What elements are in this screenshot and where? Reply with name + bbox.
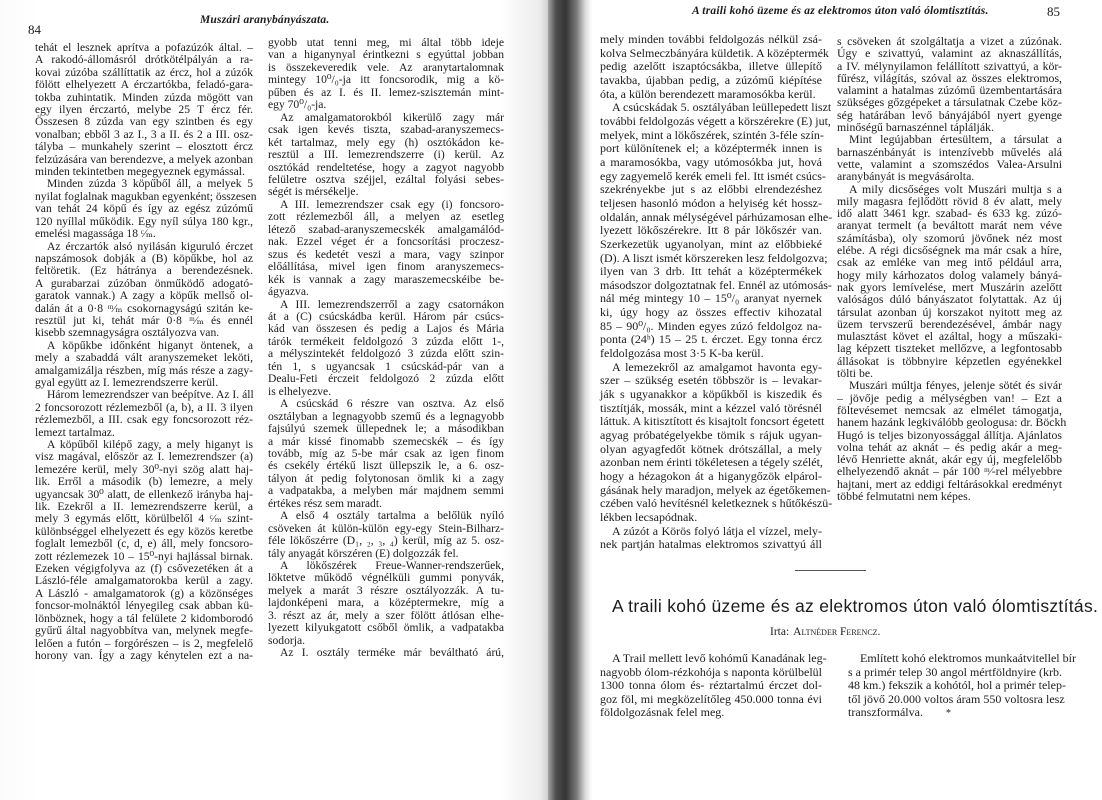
text-line: László-féle amalgamatorokba kerül a zagy. xyxy=(35,574,253,588)
text-line: transzformálva. xyxy=(848,705,923,720)
text-line: féle lökőszérre (D₁, ₂, ₃, ₄) kerül, míg az 5. osz- xyxy=(268,534,504,548)
text-line: a IV. mélynyilamon felállított szivattyú, a kör- xyxy=(837,58,1062,73)
paragraph xyxy=(35,439,253,662)
text-line: A köpűkbe időnként higanyt öntenek, a xyxy=(47,338,253,352)
text-line: is összekeveredik vele. Az aranytartalomnak xyxy=(268,60,504,74)
text-line: A mily dicsőséges volt Muszári multja s a xyxy=(849,181,1062,196)
text-line: a már kissé finomabb szemecskék – és így xyxy=(268,434,504,448)
text-line: löktetve működő végnélküli gummi ponyvák, xyxy=(268,571,504,585)
text-line: csak igen kevés tiszta, szabad-aranyszemecs- xyxy=(268,123,504,137)
text-line: különbséggel elhelyezett és egy közös keretbe xyxy=(35,524,253,538)
text-line: A III. lemezrendszer csak egy (i) foncsoro- xyxy=(280,197,504,211)
book-gutter-shadow xyxy=(548,0,592,800)
text-line: 48 km.) fekszik a kohótól, hol a primér telep- xyxy=(848,678,1066,693)
text-line: gásának hely maradjon, melyek az égetőkemen- xyxy=(600,482,831,497)
text-line: kolva Selmeczbányára küldetik. A középtermék xyxy=(600,45,829,60)
text-line: idő alatt 3461 kgr. szabad- és 633 kg. zúzó- xyxy=(837,206,1062,221)
text-line: goz föl, mi megközelítőleg 450.000 tonna évi xyxy=(600,691,822,706)
text-line: tisztítják, mossák, mint a kézzel való törésnél xyxy=(600,400,822,415)
text-line: A rakodó-állomásról drótkötélpályán a ra- xyxy=(35,53,253,67)
text-line: tölti be. xyxy=(837,366,874,381)
text-line: és csekély értékű liszt üllepszik le, a 6. osz- xyxy=(268,459,504,473)
text-line: van tehát 24 köpű és így az egész zúzómű xyxy=(35,202,253,216)
article-byline xyxy=(770,626,880,638)
text-line: lemezt tartalmaz. xyxy=(35,425,115,439)
text-line: 85 – 90⁰/₀. Minden egyes zúzó feldolgoz na- xyxy=(600,318,822,333)
text-line: melyek a marát 3 részre osztályozzák. A tu- xyxy=(268,583,504,597)
text-line: visz magával, először az I. lemezrendszer (a) xyxy=(35,450,253,464)
text-line: rézlemezből, a III. csak egy foncsorozott réz- xyxy=(35,413,253,427)
text-line: A László - amalgamatorok (g) a közönséges xyxy=(35,586,253,600)
text-line: szer – szükség esetén többször is – levakar- xyxy=(600,373,822,388)
text-line: gyobb utat tenni meg, mi által több ideje xyxy=(268,36,504,49)
text-line: Mint legújabban értesültem, a társulat a xyxy=(849,132,1062,147)
text-line: lékben lecsapódnak. xyxy=(600,509,698,524)
text-line: nak. Ezzel véget ér a foncsorítási proczesz- xyxy=(268,235,504,249)
text-line: kék is vannak a zagy maraszemecskéibe be- xyxy=(268,272,504,286)
text-line: A csúcskádak 5. osztályában leüllepedett liszt xyxy=(612,100,832,115)
text-line: mintegy 10⁰/₀-ja itt foncsorodik, mig a kö- xyxy=(268,73,504,87)
text-line: fölött elhelyezett A érczartókba, feladó-gara- xyxy=(35,78,253,92)
text-line: szus és kedetét veszi a mara, vagy szinpor xyxy=(268,247,504,261)
text-line: mely 3 egymás előtt, körülbelől 4 ᶜ⁄ₘ szint- xyxy=(35,512,253,526)
text-line: felzúzására van berendezve, a melyek azonban xyxy=(35,152,253,166)
text-line: kovai zúzóba szállíttatik az ércz, hol a zúzók xyxy=(35,65,253,79)
paragraph xyxy=(268,37,504,112)
author-name: Altnéder Ferencz. xyxy=(793,626,881,638)
section-divider xyxy=(795,570,866,571)
text-line: nagyobb ólom-rézkohója s naponta körülbelül xyxy=(600,664,822,679)
text-line: hanem hazánk legkiválóbb geologusa: dr. Böckh xyxy=(837,415,1067,430)
text-line: lönböznek, hogy a tál felülete 2 kidomborodó xyxy=(35,611,253,625)
paragraph xyxy=(35,177,257,241)
text-line: lemezére kerül, mely 30⁰-nyi szög alatt haj- xyxy=(35,462,253,476)
text-line: is elhelyezve. xyxy=(268,384,332,398)
text-line: port különítenek el; a középtermék innen is xyxy=(600,141,822,156)
text-line: sodorja. xyxy=(268,633,306,647)
text-line: egy zagyemelő kerék emeli fel. Itt ismét csúcs- xyxy=(600,168,826,183)
text-line: Az amalgamatorokból kikerülő zagy már xyxy=(280,110,504,124)
text-line: tály anyagát körszéren (E) dolgozzák fel. xyxy=(268,546,459,560)
text-line: lik. Ezekről a II. lemezrendszerre kerül, a xyxy=(35,500,253,514)
text-line: olyan agyagfedőt kötnek drótszállal, a mely xyxy=(600,441,822,456)
text-line: napszámosok dobják a (B) köpűkbe, hol az xyxy=(35,251,253,265)
text-line: 2 foncsorozott rézlemezből (a, b), a II. 3 ilyen xyxy=(35,400,253,414)
text-line: ilyen van 3 drb. Itt tehát a középtermékek xyxy=(600,264,822,279)
text-line: resztül a III. lemezrendszerre (i) kerül. Az xyxy=(268,148,504,162)
text-line: lévő Henriette aknát, akár egy új, megfelelőbb xyxy=(837,452,1062,467)
text-line: A III. lemezrendszerről a zagy csatornákon xyxy=(280,297,504,311)
text-line: foglalt lemezből (c, d, e) áll, mely foncsoro- xyxy=(35,537,253,551)
text-line: s csöveken át szolgáltatja a vizet a zúzónak. xyxy=(837,34,1062,48)
text-line: nál még mintegy 10 – 15⁰/₀ aranyat nyernek xyxy=(600,291,822,306)
text-line: láttuk. A kitisztított és kisajtolt foncsort égetett xyxy=(600,414,825,429)
text-line: oldalán, annak mélységével párhúzamosan elhe- xyxy=(600,209,833,224)
text-line: A gurabarzai zúzóban önműködő adogató- xyxy=(35,276,253,290)
text-line: gyal együtt az I. lemezrendszerre kerül. xyxy=(35,375,219,389)
text-line: zott rézlemezből áll, a melyen az esetleg xyxy=(268,210,504,224)
text-line: agyag próbatégelyekbe tömik s rájuk ugyan- xyxy=(600,428,822,443)
text-line: Három lemezrendszer van beépítve. Az I. áll xyxy=(47,388,254,402)
text-line: resztül jut ki, tehát már 0·8 ᵐ⁄ₘ és ennél xyxy=(35,313,253,327)
text-line: osztókád rendeltetése, hogy a zagyot nagyobb xyxy=(268,160,504,174)
running-head-right: A traili kohó üzeme és az elektromos úton való ólomtisztítás. xyxy=(692,5,989,17)
paragraph xyxy=(837,133,1062,182)
text-line: hogy mily kárhozatos dolog valamely bányá- xyxy=(837,267,1062,282)
paragraph xyxy=(35,389,253,439)
text-line: Hugó is teljes bizonyossággal állítja. Ajánlatos xyxy=(837,427,1062,442)
text-line: óta, a külön berendezett maramosókba kerül. xyxy=(600,86,816,101)
paragraph xyxy=(600,651,827,720)
text-line: feltöretik. (Ez hátránya a berendezésnek. xyxy=(35,264,253,278)
text-line: másodszor dolgoztatnak fel. Ennél az utómosás- xyxy=(600,277,832,292)
text-line: ják s ugyanakkor a köpűkből is kiszedik és xyxy=(600,387,822,402)
text-line: a mélyszintekét feldolgozó 3 zúzda előtt szin- xyxy=(268,347,504,361)
text-line: lyezett lökőszérekre. Itt 8 pár lökőszér van. xyxy=(600,223,822,238)
text-line: föltevésemet nemcsak az elmélet támogatja, xyxy=(837,402,1062,417)
paragraph xyxy=(600,359,833,525)
text-column-left-2 xyxy=(268,37,504,660)
article-column-1 xyxy=(600,651,827,720)
text-line: teljesen hasonló módon a helyiség két hossz- xyxy=(600,195,822,210)
article-column-2 xyxy=(848,651,1076,720)
text-line: további feldolgozás végett a körszérekre (E) jut, xyxy=(600,113,831,128)
text-line: gyűrű által nagyobbítva van, melynek megfe- xyxy=(35,624,253,638)
text-line: lik. Erről a második (b) lemezre, a mely xyxy=(35,475,253,489)
paragraph xyxy=(600,525,822,552)
text-line: felületre osztva széjjel, ezáltal folyási sebes- xyxy=(268,172,504,186)
text-line: nyilat foglalnak magukban egyenként; összesen xyxy=(35,189,257,203)
text-line: kisebb szemnagyságra osztályozva van. xyxy=(35,326,220,340)
text-line: hogy a hézagokon át a higanygőzök elpárol- xyxy=(600,469,822,483)
text-line: értékes rész sem maradt. xyxy=(268,496,382,510)
text-line: pűben és az I. és II. lemez-szisztemán mint- xyxy=(268,85,504,99)
text-line: csöveken át külön-külön egy-egy Stein-Bilharz- xyxy=(268,521,504,535)
text-line: tokba zuhintatik. Minden zúzda mögött van xyxy=(35,90,253,104)
paragraph xyxy=(600,100,833,361)
text-line: szekrényekbe jut s az előbbi elrendezéshez xyxy=(600,182,822,197)
text-line: 3. részt az ár, mely a szer fölött átlósan elhe- xyxy=(268,608,504,622)
page-number-right: 85 xyxy=(1047,4,1060,19)
text-line: elhelyezendő aknát – pár 100 ᵐ⁄-rel mélyebbre xyxy=(837,464,1062,479)
text-line: ségét is mérsékelje. xyxy=(268,185,359,199)
text-line: s a primér telep 30 angol mértföldnyire (krb. xyxy=(848,664,1062,679)
text-line: czében való hevítésnél keletkeznek s hűtőkészü- xyxy=(600,496,833,511)
text-line: emelési magassága 18 ᶜ⁄ₘ. xyxy=(35,227,156,241)
text-line: Említett kohó elektromos munkaátvitellel bír xyxy=(860,651,1076,665)
text-line: ki, úgy hogy az összes effectiv kihozatal xyxy=(600,305,822,320)
paragraph xyxy=(268,299,504,399)
text-line: feldolgozása most 3·5 K-ba kerül. xyxy=(600,346,764,361)
text-line: fűrész, világítás, szóval az összes elektromos, xyxy=(837,70,1062,85)
text-line: van a higanynyal érintkezni s egyúttal jobban xyxy=(268,48,504,62)
text-line: Az érczartók alsó nyilásán kiguruló érczet xyxy=(47,239,253,253)
paragraph xyxy=(268,398,504,510)
text-line: ség határában levő bányájából nyert gyenge xyxy=(837,107,1062,122)
paragraph xyxy=(268,112,504,199)
paragraph xyxy=(848,651,1076,720)
text-line: elébe. A régi dicsőségnek ma már csak a híre, xyxy=(837,243,1062,258)
text-line: át a (C) csúcskádba kerül. Három pár csúcs- xyxy=(268,309,504,323)
text-line: lyezett kilyukgatott csőből ömlik, a vadpatakba xyxy=(268,621,504,635)
text-column-right-2 xyxy=(837,34,1067,503)
text-line: lag képzett tiszteket mellőzve, a legfontosabb xyxy=(837,341,1062,356)
text-line: A zúzót a Körös folyó látja el vízzel, mely- xyxy=(612,523,822,538)
text-line: előállítása, mivel igen finom aranyszemecs- xyxy=(268,260,504,274)
text-line: minőségű barnaszénnel táplálják. xyxy=(837,120,994,135)
text-line: dalán át a 0·8 ᵐ⁄ₘ csokornagyságú szitán ke- xyxy=(35,301,253,315)
text-line: Összesen 8 zúzda van egy szintben és egy xyxy=(35,115,253,129)
paragraph xyxy=(600,32,829,101)
text-line: nek partján hatalmas elektromos szivattyú áll xyxy=(600,537,822,552)
text-line: Úgy e szivattyú, valamint az aknaszállítás, xyxy=(837,46,1062,61)
text-line: melyek, mint a lökőszérek, szintén 3-féle szín- xyxy=(600,127,824,142)
text-line: Dealu-Feti érczeit feldolgozó 2 zúzda előtt xyxy=(268,372,504,386)
paragraph xyxy=(35,42,253,178)
text-line: tárók termékeit feldolgozó 3 zúzda előtt 1-, xyxy=(268,334,504,348)
text-line: tén 1, s ugyancsak 1 csúcskád-pár van a xyxy=(268,359,504,373)
paragraph xyxy=(268,560,504,647)
text-line: kád van összesen és pedig a Lajos és Mária xyxy=(268,322,504,336)
text-line: – jövője pedig a mélységben van! – Ezt a xyxy=(837,390,1062,405)
text-line: a vadpatakba, a melyben már majdnem semmi xyxy=(268,484,504,498)
paragraph xyxy=(268,199,504,299)
text-line: Ezeken végigfolyva az (f) csővezetéken át a xyxy=(35,562,253,576)
text-line: garatok vannak.) A zagy a köpűk mellső ol- xyxy=(35,289,253,303)
text-line: minden tekintetben megegyeznek egymással. xyxy=(35,165,245,179)
author-label: Irta: xyxy=(770,626,790,638)
text-line: ugyancsak 30⁰ alatt, de ellenkező irányba haj- xyxy=(35,487,253,501)
text-line: mily magasra fejlődött rövid 8 év alatt, mely xyxy=(837,193,1062,208)
text-line: mulasztást követ el azáltal, hogy a műszaki- xyxy=(837,329,1062,344)
text-line: valóságos dúló bányászatot folytattak. Az új xyxy=(837,292,1062,307)
text-line: mely a szabaddá vált aranyszemeket leköti, xyxy=(35,351,253,365)
text-line: szükséges gőzgépeket a társulatnak Czebe köz- xyxy=(837,95,1062,110)
text-line: Muszári múltja fényes, jelenje sötét és sivár xyxy=(849,378,1062,393)
paragraph xyxy=(837,35,1062,133)
text-line: aranyat termelt (a beváltott marát nem véve xyxy=(837,218,1062,233)
text-line: tehát el lesznek aprítva a pofazúzók által. – xyxy=(35,41,253,54)
text-line: tovább, míg az 5-be már csak az igen finom xyxy=(268,446,504,460)
text-line: két tartalmaz, mely egy (h) osztókádon ke- xyxy=(268,135,504,149)
text-line: állásokat is többnyire képzetlen egyénekkel xyxy=(837,353,1062,368)
text-line: lelően a futón – forgórészen – is 2, megfelelő xyxy=(35,636,253,650)
footnote-marker: * xyxy=(946,708,951,719)
text-line: tályon át pedig folytonosan ömlik ki a zagy xyxy=(268,471,504,485)
text-line: zott rézlemezek 10 – 15⁰-nyi hajlással birnak. xyxy=(35,549,253,563)
text-line: lajdonképeni mara, a középtermekre, míg a xyxy=(268,596,504,610)
text-line: társulat azonban új korszakot nyitott meg az xyxy=(837,304,1062,319)
text-line: osztályban a legnagyobb szemű és a legnagyobb xyxy=(268,409,504,423)
text-line: Minden zúzda 3 köpűből áll, a melyek 5 xyxy=(47,177,253,191)
text-line: A Trail mellett levő kohómű Kanadának leg- xyxy=(612,651,827,665)
text-line: A lemezekről az amalgamot havonta egy- xyxy=(612,359,822,374)
text-line: 120 nyíllal működik. Egy nyíl súlya 180 kgr., xyxy=(35,214,253,228)
page-number-left: 84 xyxy=(28,22,41,37)
paragraph xyxy=(35,241,253,340)
text-line: amalgamizálja részben, míg más része a zagy- xyxy=(35,363,253,377)
text-line: Az I. osztály terméke már beváltható árú, xyxy=(280,646,504,660)
text-line: tályba – munkahely szerint – elosztott ércz xyxy=(35,140,253,154)
paragraph xyxy=(268,647,504,659)
article-title: A traili kohó üzeme és az elektromos úton való ólomtisztítás. xyxy=(612,596,1099,616)
text-line: a maramosókba, vagy utómosókba jut, hová xyxy=(600,154,822,169)
paragraph xyxy=(35,340,253,390)
text-line: tavakba, újabban pedig, a zúzómű kiépítése xyxy=(600,72,822,87)
text-line: számításba), oly szomorú jövőnek néz most xyxy=(837,230,1062,245)
text-line: földolgozásnak felel meg. xyxy=(600,705,725,720)
running-head-left: Muszári aranybányászata. xyxy=(200,14,330,26)
text-line: től jövő 20.000 voltos áram 550 voltosra lesz xyxy=(848,691,1065,706)
text-line: volna tehát az aknát – és pedig akár a meg- xyxy=(837,439,1062,454)
text-line: vette, valamint a szomszédos Valea-Arsulni xyxy=(837,156,1062,171)
text-line: csak az emléke van meg intő például arra, xyxy=(837,255,1062,270)
text-line: vonalban; ebből 3 az I., 3 a II. és 2 a III. osz- xyxy=(35,127,253,141)
paragraph xyxy=(837,183,1062,380)
text-line: A köpűből kilépő zagy, a mely higanyt is xyxy=(47,438,253,451)
text-line: Szerkezetük ugyanolyan, mint az előbbieké xyxy=(600,236,822,251)
text-line: hajtani, mert az eddigi feltárásokkal eredményt xyxy=(837,476,1062,491)
text-line: 1300 tonna ólom és- réztartalmú érczet dol- xyxy=(600,678,822,693)
text-line: egy ilyen érczartó, melybe 25 T ércz fér. xyxy=(35,103,253,117)
text-line: pedig azelőtt iszaptócsákba, illetve üllepítő xyxy=(600,59,822,74)
text-line: fajsúlyú szemek üllepednek le; a másodikban xyxy=(268,422,504,436)
text-line: A első 4 osztály tartalma a belőlük nyíló xyxy=(280,509,504,523)
text-line: foncsor-molnáktól lényegileg csak abban kü- xyxy=(35,599,253,613)
text-line: egy 70⁰/₀-ja. xyxy=(268,98,327,112)
paragraph xyxy=(268,510,504,560)
text-line: létező szabad-aranyszemecskék amalgamálód- xyxy=(268,222,504,236)
text-line: barnaszénbányát is intenzívebb művelés alá xyxy=(837,144,1062,159)
text-line: üzem tervszerű berendezésével, ámbár nagy xyxy=(837,316,1062,331)
paragraph xyxy=(837,378,1067,503)
text-column-left-1 xyxy=(35,41,257,662)
text-line: A csúcskád 6 részre van osztva. Az első xyxy=(280,397,504,411)
text-line: mely minden további feldolgozás nélkül zsá- xyxy=(600,32,822,46)
text-line: A lökőszérek Freue-Wanner-rendszerűek, xyxy=(280,559,504,573)
text-line: (D). A liszt ismét körszereken lesz feldolgozva; xyxy=(600,250,828,265)
text-line: ponta (24ʰ) 15 – 25 t. érczet. Egy tonna ércz xyxy=(600,332,822,347)
text-line: ágyazva. xyxy=(268,285,309,299)
text-line: horony van. Így a zagy kénytelen ezt a na- xyxy=(35,648,253,662)
text-line: aranybányát is megvásárolta. xyxy=(837,169,975,184)
left-page xyxy=(0,0,548,800)
text-column-right-1 xyxy=(600,32,833,552)
text-line: többé felmutatni nem képes. xyxy=(837,488,971,503)
text-line: azonban nem érinti tökéletesen a tégely szélét, xyxy=(600,455,823,470)
text-line: valamint a hatalmas zúzómű üzembentartására xyxy=(837,83,1062,98)
text-line: nak gyors lemívelése, mert Muszárin azelőtt xyxy=(837,279,1062,294)
